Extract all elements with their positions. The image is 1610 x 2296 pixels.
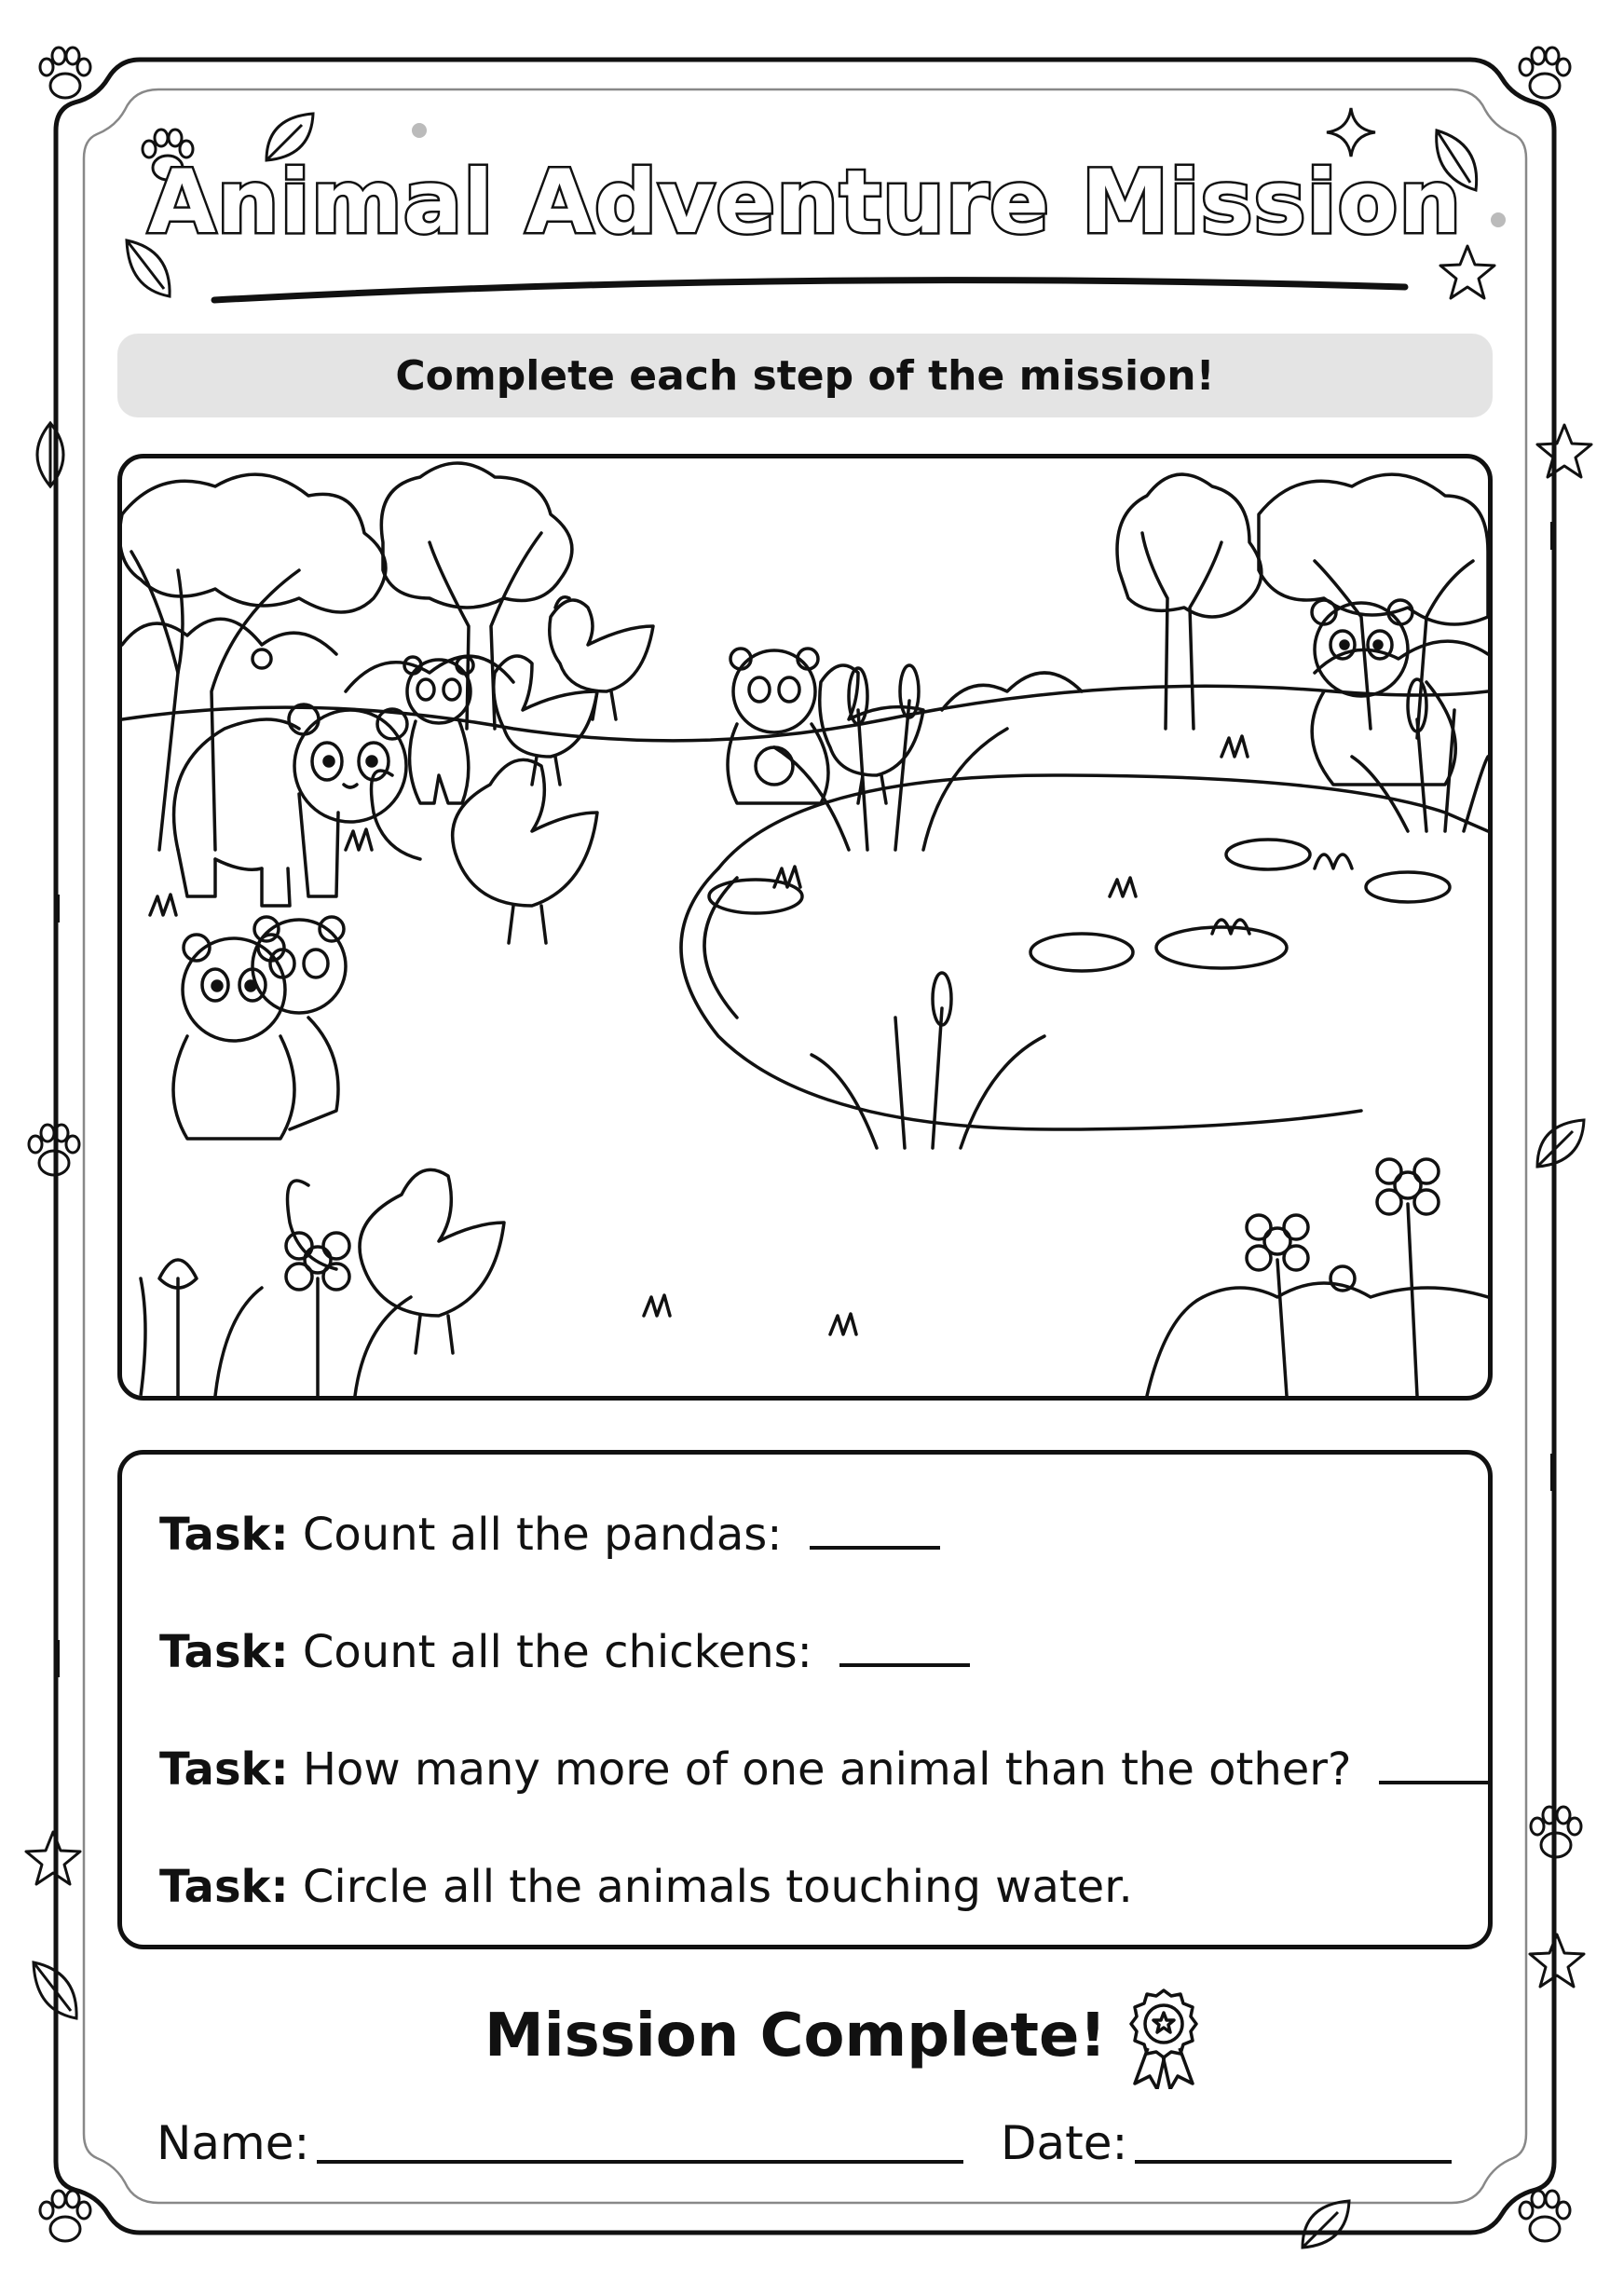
task-text: Count all the chickens:: [302, 1626, 812, 1678]
task-text: Circle all the animals touching water.: [302, 1861, 1133, 1913]
award-ribbon-icon: [1122, 1987, 1206, 2089]
instruction-text: Complete each step of the mission!: [395, 351, 1215, 400]
mission-complete-heading: Mission Complete!: [484, 2002, 1107, 2070]
scene-illustration: [117, 454, 1493, 1401]
task-item: [159, 1859, 1133, 1915]
task-item: [159, 1742, 1489, 1797]
paw-print-icon: [17, 1114, 91, 1189]
title-underline: [209, 268, 1411, 306]
answer-blank-pandas[interactable]: [810, 1509, 940, 1550]
paw-print-icon: [1508, 2180, 1582, 2255]
star-icon: [1524, 1929, 1590, 1994]
leaf-icon: [22, 417, 78, 492]
task-label: Task:: [159, 1626, 289, 1678]
task-list: [117, 1450, 1493, 1949]
date-field[interactable]: [1135, 2160, 1452, 2164]
leaf-icon: [1293, 2192, 1358, 2257]
name-label: Name:: [157, 2116, 310, 2170]
star-icon: [1532, 419, 1597, 485]
leaf-icon: [22, 1953, 88, 2028]
star-icon: [20, 1826, 86, 1892]
worksheet-title: Animal Adventure Mission: [147, 152, 1463, 253]
name-field[interactable]: [317, 2160, 963, 2164]
paw-print-icon: [1519, 1797, 1593, 1871]
leaf-icon: [1528, 1111, 1593, 1176]
answer-blank-chickens[interactable]: [839, 1626, 970, 1667]
task-label: Task:: [159, 1509, 289, 1561]
paw-print-icon: [1508, 37, 1582, 112]
task-text: Count all the pandas:: [302, 1509, 783, 1561]
task-item: [159, 1624, 970, 1680]
paw-print-icon: [28, 2180, 102, 2255]
paw-print-icon: [28, 37, 102, 112]
task-label: Task:: [159, 1861, 289, 1913]
date-label: Date:: [1001, 2116, 1128, 2170]
task-text: How many more of one animal than the other?: [302, 1743, 1352, 1796]
meadow-pond-scene: [122, 458, 1488, 1396]
task-item: [159, 1507, 940, 1563]
answer-blank-difference[interactable]: [1379, 1743, 1489, 1784]
instruction-banner: [117, 334, 1493, 417]
task-label: Task:: [159, 1743, 289, 1796]
